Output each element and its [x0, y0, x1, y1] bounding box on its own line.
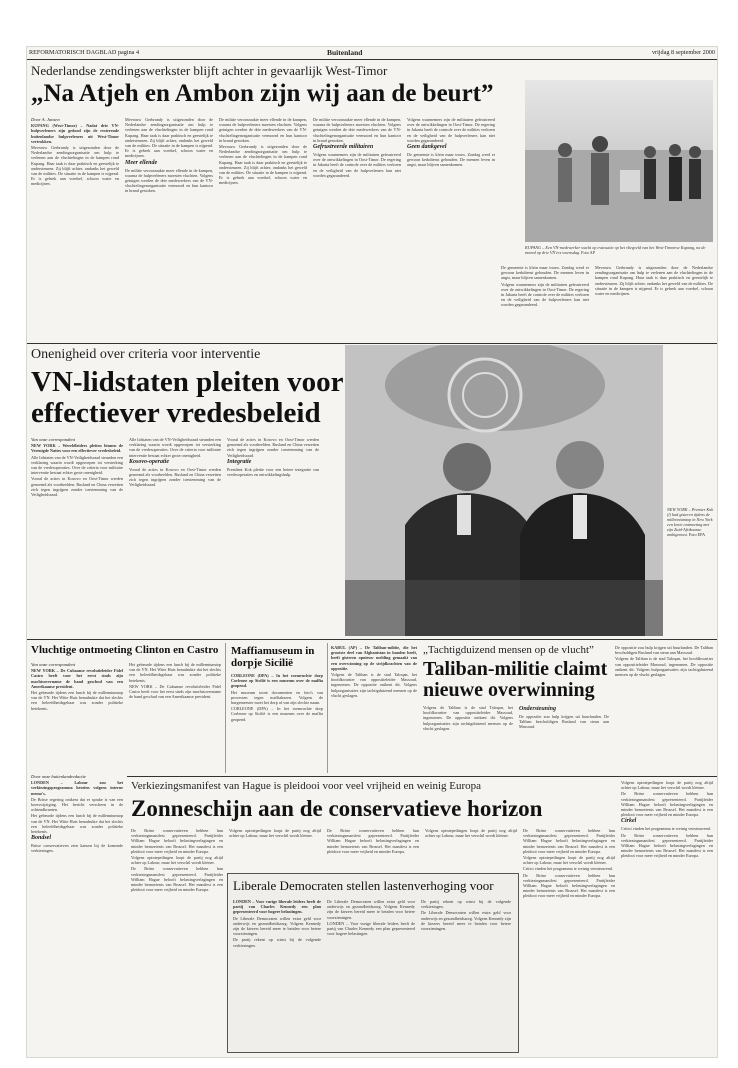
story6-col1: De Britse conservatieven hebben hun verkiezingsmanifest gepresenteerd. Partijleider William Hague belooft belastingverlagingen en minder bemoeienis van Brussel. Het manifest is een pleidooi voor meer vrijheid en minder Europa. Volgens opiniepeilingen loopt de partij nog altijd achter op Labour, maar het verschil wordt kleiner. De Britse conservatieven hebben hun verkiezingsmanifest gepresenteerd. Partijleider William Hague belooft belastingverlagingen en minder bemoeienis van Brussel. Het manifest is een pleidooi voor meer vrijheid en minder Europa. [131, 828, 223, 893]
story7-col1: LONDEN – Voor vurige liberale leiders heeft de partij van Charles Kennedy een plan gepresenteerd voor hogere belastingen. De Liberale Democraten willen extra geld voor onderwijs en gezondheidszorg. Volgens Kennedy zijn de kiezers bereid meer te betalen voor betere voorzieningen. De partij rekent op winst bij de volgende verkiezingen. [233, 899, 321, 948]
story2-kicker: Onenigheid over criteria voor interventie [31, 347, 261, 362]
story1-col3: De militie veroorzaakte meer ellende in de kampen, waarna de hulpverleners moesten vluchten. Volgens getuigen werden de drie medewerkers van de VN-vluchtelingenorganisatie vermoord en hun kantoor in brand gestoken. Mevrouw Gerbrandy is uitgezonden door de Nederlandse zendingsorganisatie om hulp te verlenen aan de vluchtelingen in de kampen rond Kupang. Haar taak is daar praktisch en geestelijk te ondersteunen. Zij blijft achter, ondanks het geweld van de milities. De situatie in de kampen is nijpend. Er is gebrek aan voedsel, schoon water en medicijnen. [219, 117, 307, 186]
story7-col3: De partij rekent op winst bij de volgende verkiezingen. De Liberale Democraten willen extra geld voor onderwijs en gezondheidszorg. Volgens Kennedy zijn de kiezers bereid meer te betalen voor betere voorzieningen. [421, 899, 511, 932]
story3-headline: Vluchtige ontmoeting Clinton en Castro [31, 644, 219, 656]
newspaper-page [26, 46, 718, 1058]
story1-col1: Door A. Jansen KUPANG (West-Timor) – Nadat drie VN-hulpverleners zijn gedood zijn de resterende buitenlandse hulpverleners uit West-Timor vertrokken. Mevrouw Gerbrandy is uitgezonden door de Nederlandse zendingsorganisatie om hulp te verlenen aan de vluchtelingen in de kampen rond Kupang. Haar taak is daar praktisch en geestelijk te ondersteunen. Zij blijft achter, ondanks het geweld van de milities. De situatie in de kampen is nijpend. Er is gebrek aan voedsel, schoon water en medicijnen. [31, 117, 119, 187]
story5-col3: Ondersteuning De oppositie zou hulp krijgen uit buurlanden. De Taliban beschuldigen Rusland van steun aan Massoud. [519, 706, 609, 730]
story5-col4: De oppositie zou hulp krijgen uit buurlanden. De Taliban beschuldigen Rusland van steun aan Massoud. Volgens de Taliban is de stad Taloqan, het hoofdkwartier van oppositieleider Massoud, ingenomen. De oppositie ontkent dit. Volgens hulporganisaties zijn tachtigduizend mensen op de vlucht geslagen. [615, 645, 713, 678]
story2-photo [345, 345, 663, 636]
story3b-col1: Door onze buitenlandredactie LONDEN – Labour zou het verkiezingsprogramma herzien volgens interne memo's. De Britse regering ontkent dat er sprake is van een koerswijziging. Het bericht verscheen in de ochtendkranten. Het gebeurde tijdens een lunch bij de millenniumtop van de VN. Het Witte Huis benadrukte dat het slechts een beleefdheidsgebaar was zonder politieke betekenis. Bondsel Britse conservatieven zien kansen bij de komende verkiezingen. [31, 774, 123, 854]
vdivider-2 [327, 643, 328, 773]
divider-3 [127, 776, 717, 777]
story1-col7: Mevrouw Gerbrandy is uitgezonden door de Nederlandse zendingsorganisatie om hulp te verlenen aan de vluchtelingen in de kampen rond Kupang. Haar taak is daar praktisch en geestelijk te ondersteunen. Zij blijft achter, ondanks het geweld van de milities. De situatie in de kampen is nijpend. Er is gebrek aan voedsel, schoon water en medicijnen. [595, 265, 713, 297]
story1-headline: „Na Atjeh en Ambon zijn wij aan de beurt” [31, 80, 494, 107]
story2-headline: VN-lidstaten pleiten voor effectiever vredesbeleid [31, 366, 344, 429]
story1-photo [525, 80, 713, 242]
story3-col1: Van onze correspondent NEW YORK – De Cubaanse revolutieleider Fidel Castro heeft voor het eerst sinds zijn machtsovername de hand geschud van een Amerikaanse president. Het gebeurde tijdens een lunch bij de millenniumtop van de VN. Het Witte Huis benadrukte dat het slechts een beleefdheidsgebaar was zonder politieke betekenis. [31, 662, 123, 711]
photo-people-illustration [525, 80, 713, 242]
story3-col2: Het gebeurde tijdens een lunch bij de millenniumtop van de VN. Het Witte Huis benadrukte dat het slechts een beleefdheidsgebaar was zonder politieke betekenis. NEW YORK – De Cubaanse revolutieleider Fidel Castro heeft voor het eerst sinds zijn machtsovername de hand geschud van een Amerikaanse president. [129, 662, 221, 700]
story2-col1: Van onze correspondent NEW YORK – Wereldleiders pleiten binnen de Verenigde Naties voor een effectiever vredesbeleid. Alle lidstaten van de VN-Veiligheidsraad steunden een verklaring waarin wordt opgeroepen tot versterking van de vredesoperaties. Over de criteria voor militaire interventie bestaat echter grote onenigheid. Vooral de acties in Kosovo en Oost-Timor werden genoemd als voorbeelden. Rusland en China verzetten zich tegen ingrijpen zonder toestemming van de Veiligheidsraad. [31, 437, 123, 498]
story1-col4: De militie veroorzaakte meer ellende in de kampen, waarna de hulpverleners moesten vluchten. Volgens getuigen werden de drie medewerkers van de VN-vluchtelingenorganisatie vermoord en hun kantoor in brand gestoken. Gefrustreerde militairen Volgens waarnemers zijn de militairen gefrustreerd over de ontwikkelingen in Oost-Timor. De regering in Jakarta heeft de controle over de milities verloren en de veiligheid van de hulpverleners kan niet worden gegarandeerd. [313, 117, 401, 178]
story6-col4: Volgens opiniepeilingen loopt de partij nog altijd achter op Labour, maar het verschil wordt kleiner. [425, 828, 517, 839]
story6-col6: Volgens opiniepeilingen loopt de partij nog altijd achter op Labour, maar het verschil wordt kleiner. De Britse conservatieven hebben hun verkiezingsmanifest gepresenteerd. Partijleider William Hague belooft belastingverlagingen en minder bemoeienis van Brussel. Het manifest is een pleidooi voor meer vrijheid en minder Europa. Cirkel Critici vinden het programma te weinig vernieuwend. De Britse conservatieven hebben hun verkiezingsmanifest gepresenteerd. Partijleider William Hague belooft belastingverlagingen en minder bemoeienis van Brussel. Het manifest is een pleidooi voor meer vrijheid en minder Europa. [621, 780, 713, 859]
story6-col2: Volgens opiniepeilingen loopt de partij nog altijd achter op Labour, maar het verschil wordt kleiner. [229, 828, 321, 839]
story5-col1: KABUL (AP) – De Taliban-militie, die het grootste deel van Afghanistan in handen heeft, heeft gisteren opnieuw melding gemaakt van een overwinning op de strijdkrachten van de oppositie. Volgens de Taliban is de stad Taloqan, het hoofdkwartier van oppositieleider Massoud, ingenomen. De oppositie ontkent dit. Volgens hulporganisaties zijn tachtigduizend mensen op de vlucht geslagen. [331, 645, 417, 698]
story1-col5: Volgens waarnemers zijn de militairen gefrustreerd over de ontwikkelingen in Oost-Timor. De regering in Jakarta heeft de controle over de milities verloren en de veiligheid van de hulpverleners kan niet worden gegarandeerd. Geen dankgevel De gemeente is klein maar trouw. Zondag werd er gewoon kerkdienst gehouden. De mensen leven in angst, maar blijven samenkomen. [407, 117, 495, 168]
story2-caption: NEW YORK – Premier Kok (l) had gisteren tijdens de millenniumtop in New York een korte ontmoeting met zijn Zuid-Afrikaanse ambtgenoot. Foto EPA [667, 507, 714, 537]
story1-col2: Mevrouw Gerbrandy is uitgezonden door de Nederlandse zendingsorganisatie om hulp te verlenen aan de vluchtelingen in de kampen rond Kupang. Haar taak is daar praktisch en geestelijk te ondersteunen. Zij blijft achter, ondanks het geweld van de milities. De situatie in de kampen is nijpend. Er is gebrek aan voedsel, schoon water en medicijnen. Meer ellende De militie veroorzaakte meer ellende in de kampen, waarna de hulpverleners moesten vluchten. Volgens getuigen werden de drie medewerkers van de VN-vluchtelingenorganisatie vermoord en hun kantoor in brand gestoken. [125, 117, 213, 194]
story1-col6: De gemeente is klein maar trouw. Zondag werd er gewoon kerkdienst gehouden. De mensen leven in angst, maar blijven samenkomen. Volgens waarnemers zijn de militairen gefrustreerd over de ontwikkelingen in Oost-Timor. De regering in Jakarta heeft de controle over de milities verloren en de veiligheid van de hulpverleners kan niet worden gegarandeerd. [501, 265, 589, 308]
story2-col2: Alle lidstaten van de VN-Veiligheidsraad steunden een verklaring waarin wordt opgeroepen tot versterking van de vredesoperaties. Over de criteria voor militaire interventie bestaat echter grote onenigheid. Kosovo-operatie Vooral de acties in Kosovo en Oost-Timor werden genoemd als voorbeelden. Rusland en China verzetten zich tegen ingrijpen zonder toestemming van de Veiligheidsraad. [129, 437, 221, 488]
story6-col5: De Britse conservatieven hebben hun verkiezingsmanifest gepresenteerd. Partijleider William Hague belooft belastingverlagingen en minder bemoeienis van Brussel. Het manifest is een pleidooi voor meer vrijheid en minder Europa. Volgens opiniepeilingen loopt de partij nog altijd achter op Labour, maar het verschil wordt kleiner. Critici vinden het programma te weinig vernieuwend. De Britse conservatieven hebben hun verkiezingsmanifest gepresenteerd. Partijleider William Hague belooft belastingverlagingen en minder bemoeienis van Brussel. Het manifest is een pleidooi voor meer vrijheid en minder Europa. [523, 828, 615, 899]
story4-col1: CORLEONE (DPA) – In het roemruchte dorp Corleone op Sicilië is een museum over de maffia geopend. Het museum toont documenten en foto's van processen tegen maffiabazen. Volgens de burgemeester moet het dorp af van zijn slechte naam. CORLEONE (DPA) – In het roemruchte dorp Corleone op Sicilië is een museum over de maffia geopend. [231, 673, 323, 722]
story6-headline: Zonneschijn aan de conservatieve horizon [131, 796, 543, 821]
story6-col3: De Britse conservatieven hebben hun verkiezingsmanifest gepresenteerd. Partijleider William Hague belooft belastingverlagingen en minder bemoeienis van Brussel. Het manifest is een pleidooi voor meer vrijheid en minder Europa. [327, 828, 419, 854]
story7-col2: De Liberale Democraten willen extra geld voor onderwijs en gezondheidszorg. Volgens Kennedy zijn de kiezers bereid meer te betalen voor betere voorzieningen. LONDEN – Voor vurige liberale leiders heeft de partij van Charles Kennedy een plan gepresenteerd voor hogere belastingen. [327, 899, 415, 937]
vdivider-1 [225, 643, 226, 773]
divider-2 [27, 639, 717, 640]
story6-kicker: Verkiezingsmanifest van Hague is pleidooi voor veel vrijheid en weinig Europa [131, 780, 482, 792]
story5-col2: Volgens de Taliban is de stad Taloqan, het hoofdkwartier van oppositieleider Massoud, ingenomen. De oppositie ontkent dit. Volgens hulporganisaties zijn tachtigduizend mensen op de vlucht geslagen. [423, 705, 513, 731]
story1-kicker: Nederlandse zendingswerkster blijft achter in gevaarlijk West-Timor [31, 63, 388, 78]
story5-kicker: „Tachtigduizend mensen op de vlucht” [423, 644, 594, 656]
header-date: vrijdag 8 september 2000 [651, 49, 715, 56]
section-title: Buitenland [327, 48, 363, 57]
header-left: REFORMATORISCH DAGBLAD pagina 4 [29, 49, 140, 56]
story2-col3: Vooral de acties in Kosovo en Oost-Timor werden genoemd als voorbeelden. Rusland en China verzetten zich tegen ingrijpen zonder toestemming van de Veiligheidsraad. Integratie President Kok pleitte voor een betere integratie van vredesoperaties en ontwikkelingshulp. [227, 437, 319, 478]
photo-two-men-illustration [345, 345, 663, 636]
story1-caption: KUPANG – Een VN-medewerker wacht op evacuatie op het vliegveld van het West-Timorese Kupang, na de moord op drie VN'ers woensdag. Foto AP [525, 245, 706, 255]
page-header [27, 47, 717, 60]
story4-headline: Maffiamuseum in dorpje Sicilië [231, 645, 315, 669]
divider-1 [27, 343, 717, 344]
story7-headline: Liberale Democraten stellen lastenverhoging voor [233, 878, 494, 893]
story5-headline: Taliban-militie claimt nieuwe overwinning [423, 658, 608, 701]
